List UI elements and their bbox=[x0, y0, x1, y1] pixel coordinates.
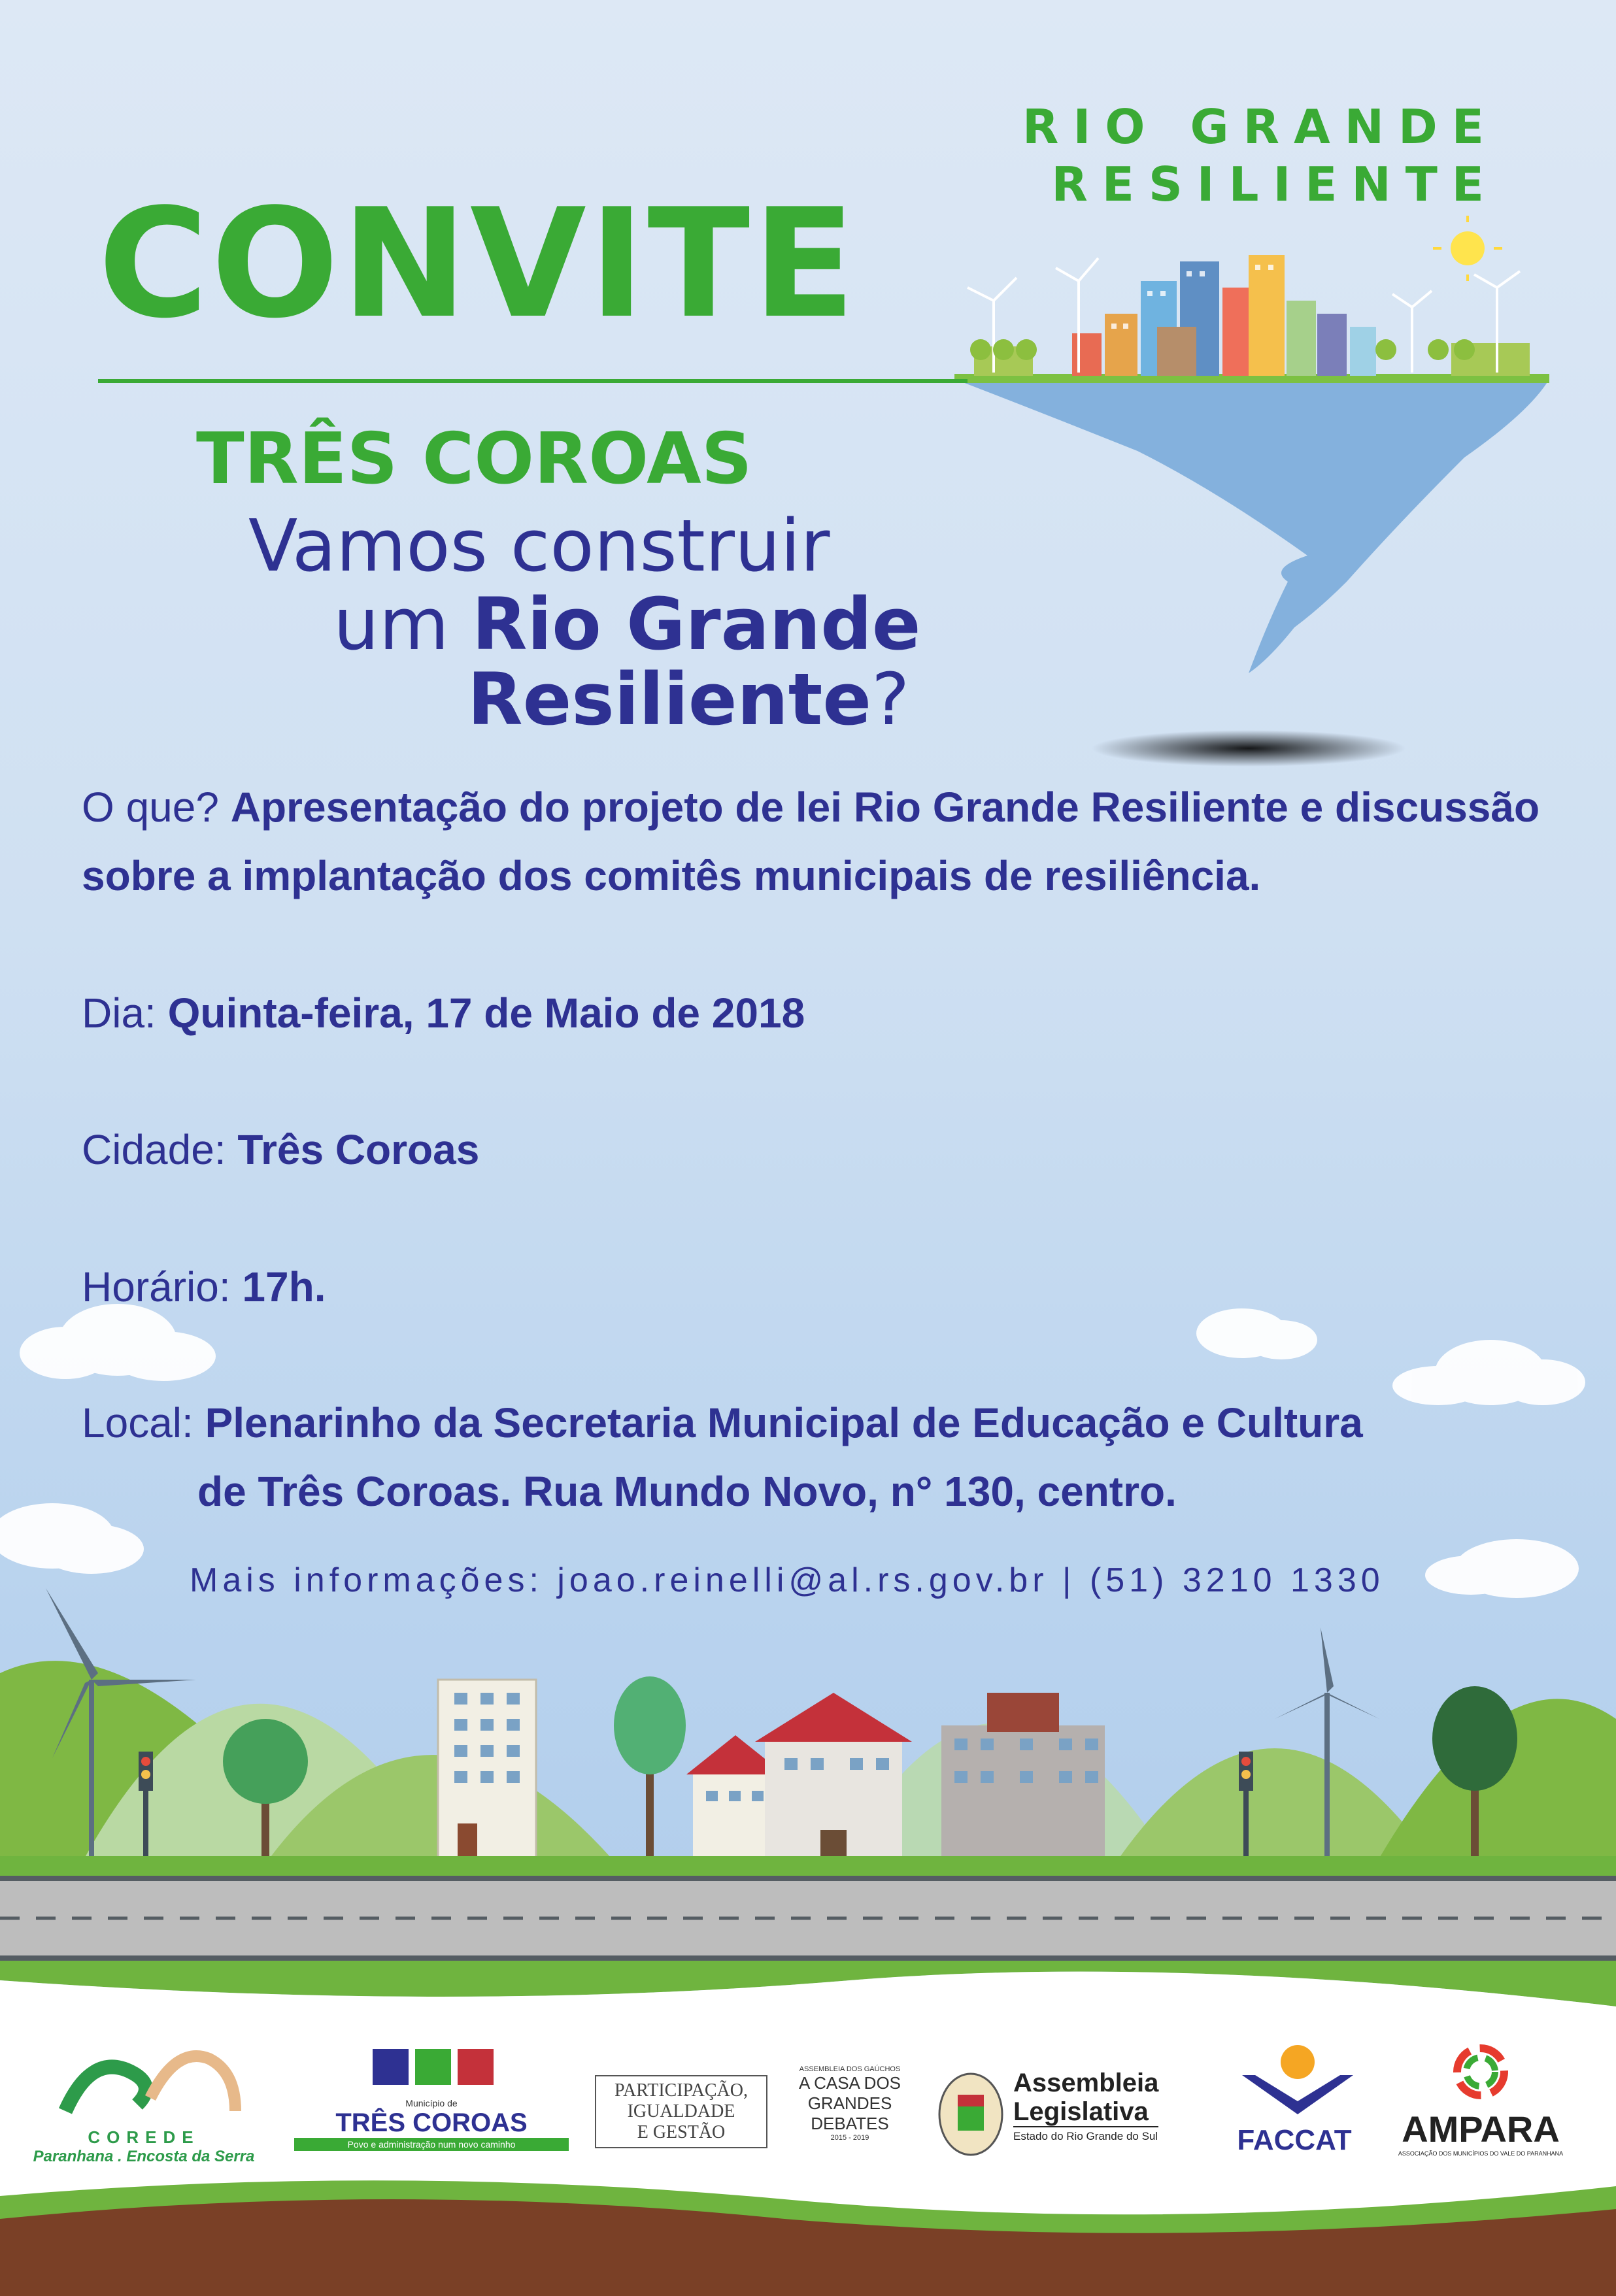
time-value: 17h. bbox=[242, 1263, 326, 1310]
tres-coroas-slogan: Povo e administração num novo caminho bbox=[294, 2138, 569, 2151]
corede-region: Paranhana . Encosta da Serra bbox=[33, 2148, 255, 2165]
assembleia-logo bbox=[928, 2065, 1190, 2163]
question-line-1: Vamos construir bbox=[248, 504, 830, 588]
day-value: Quinta-feira, 17 de Maio de 2018 bbox=[167, 990, 805, 1037]
corede-emblem-icon bbox=[39, 2039, 248, 2124]
tres-coroas-wordmark: TRÊS COROAS bbox=[335, 2108, 528, 2137]
tres-coroas-emblem-icon bbox=[360, 2042, 503, 2095]
brand-wordmark bbox=[1022, 98, 1498, 213]
info-what-2 bbox=[82, 852, 1260, 900]
title-divider bbox=[98, 379, 968, 383]
assembleia-name bbox=[1013, 2069, 1158, 2146]
state-coat-of-arms-icon bbox=[935, 2065, 1007, 2163]
assembleia-line-3: Estado do Rio Grande do Sul bbox=[1013, 2126, 1158, 2146]
invitation-title: CONVITE bbox=[98, 177, 858, 352]
info-time bbox=[82, 1263, 326, 1311]
question-line-2 bbox=[333, 582, 921, 666]
question-line-3 bbox=[467, 657, 910, 741]
ampara-logo bbox=[1386, 2039, 1575, 2157]
question-line-3a: Resiliente bbox=[467, 657, 871, 741]
what-label: O que? bbox=[82, 784, 219, 831]
ampara-emblem-icon bbox=[1448, 2039, 1513, 2105]
info-what bbox=[82, 783, 1540, 831]
faccat-emblem-icon bbox=[1236, 2042, 1353, 2121]
faccat-logo bbox=[1229, 2042, 1360, 2157]
ampara-subtitle: ASSOCIAÇÃO DOS MUNICÍPIOS DO VALE DO PARANHANA bbox=[1398, 2150, 1564, 2157]
info-place-2 bbox=[197, 1467, 1177, 1516]
participacao-line-3: E GESTÃO bbox=[637, 2122, 726, 2142]
place-value-2: de Três Coroas. Rua Mundo Novo, n° 130, centro. bbox=[197, 1468, 1177, 1515]
sun-icon bbox=[1451, 231, 1485, 265]
participacao-logo bbox=[595, 2075, 767, 2148]
city-heading: TRÊS COROAS bbox=[196, 418, 752, 500]
casa-line-5: 2015 - 2019 bbox=[830, 2134, 869, 2142]
time-label: Horário: bbox=[82, 1263, 231, 1310]
assembleia-line-1: Assembleia bbox=[1013, 2069, 1159, 2097]
casa-debates-logo bbox=[791, 2065, 909, 2142]
more-info-contact: Mais informações: joao.reinelli@al.rs.gov.br | (51) 3210 1330 bbox=[190, 1561, 1385, 1599]
place-label: Local: bbox=[82, 1399, 194, 1446]
casa-line-1: ASSEMBLEIA DOS GAÚCHOS bbox=[799, 2065, 901, 2073]
what-value-1: Apresentação do projeto de lei Rio Grande Resiliente e discussão bbox=[230, 784, 1540, 831]
what-value-2: sobre a implantação dos comitês municipais de resiliência. bbox=[82, 852, 1261, 899]
question-line-2a: um bbox=[333, 582, 472, 666]
casa-line-2: A CASA DOS bbox=[798, 2073, 901, 2093]
place-value-1: Plenarinho da Secretaria Municipal de Educação e Cultura bbox=[205, 1399, 1363, 1446]
ampara-wordmark: AMPARA bbox=[1402, 2108, 1560, 2150]
casa-line-4: DEBATES bbox=[811, 2114, 889, 2133]
question-line-3b: ? bbox=[871, 657, 910, 741]
sponsor-logos bbox=[0, 1993, 1616, 2229]
participacao-line-2: IGUALDADE bbox=[627, 2101, 735, 2121]
assembleia-line-2: Legislativa bbox=[1013, 2097, 1149, 2126]
corede-name: COREDE bbox=[88, 2127, 200, 2147]
day-label: Dia: bbox=[82, 990, 156, 1037]
city-value: Três Coroas bbox=[237, 1126, 480, 1173]
tres-coroas-logo bbox=[294, 2042, 569, 2151]
question-line-2b: Rio Grande bbox=[471, 582, 921, 666]
info-place bbox=[82, 1399, 1363, 1447]
corede-logo bbox=[20, 2039, 268, 2166]
brand-line-2: RESILIENTE bbox=[1051, 157, 1498, 212]
casa-line-3: GRANDES bbox=[807, 2093, 892, 2113]
floating-city-illustration bbox=[941, 216, 1556, 791]
info-city bbox=[82, 1125, 479, 1174]
faccat-wordmark: FACCAT bbox=[1237, 2124, 1352, 2156]
city-label: Cidade: bbox=[82, 1126, 226, 1173]
tres-coroas-municipio: Município de bbox=[405, 2098, 458, 2108]
brand-line-1: RIO GRANDE bbox=[1022, 99, 1498, 154]
participacao-line-1: PARTICIPAÇÃO, bbox=[614, 2080, 748, 2101]
info-day bbox=[82, 989, 805, 1037]
